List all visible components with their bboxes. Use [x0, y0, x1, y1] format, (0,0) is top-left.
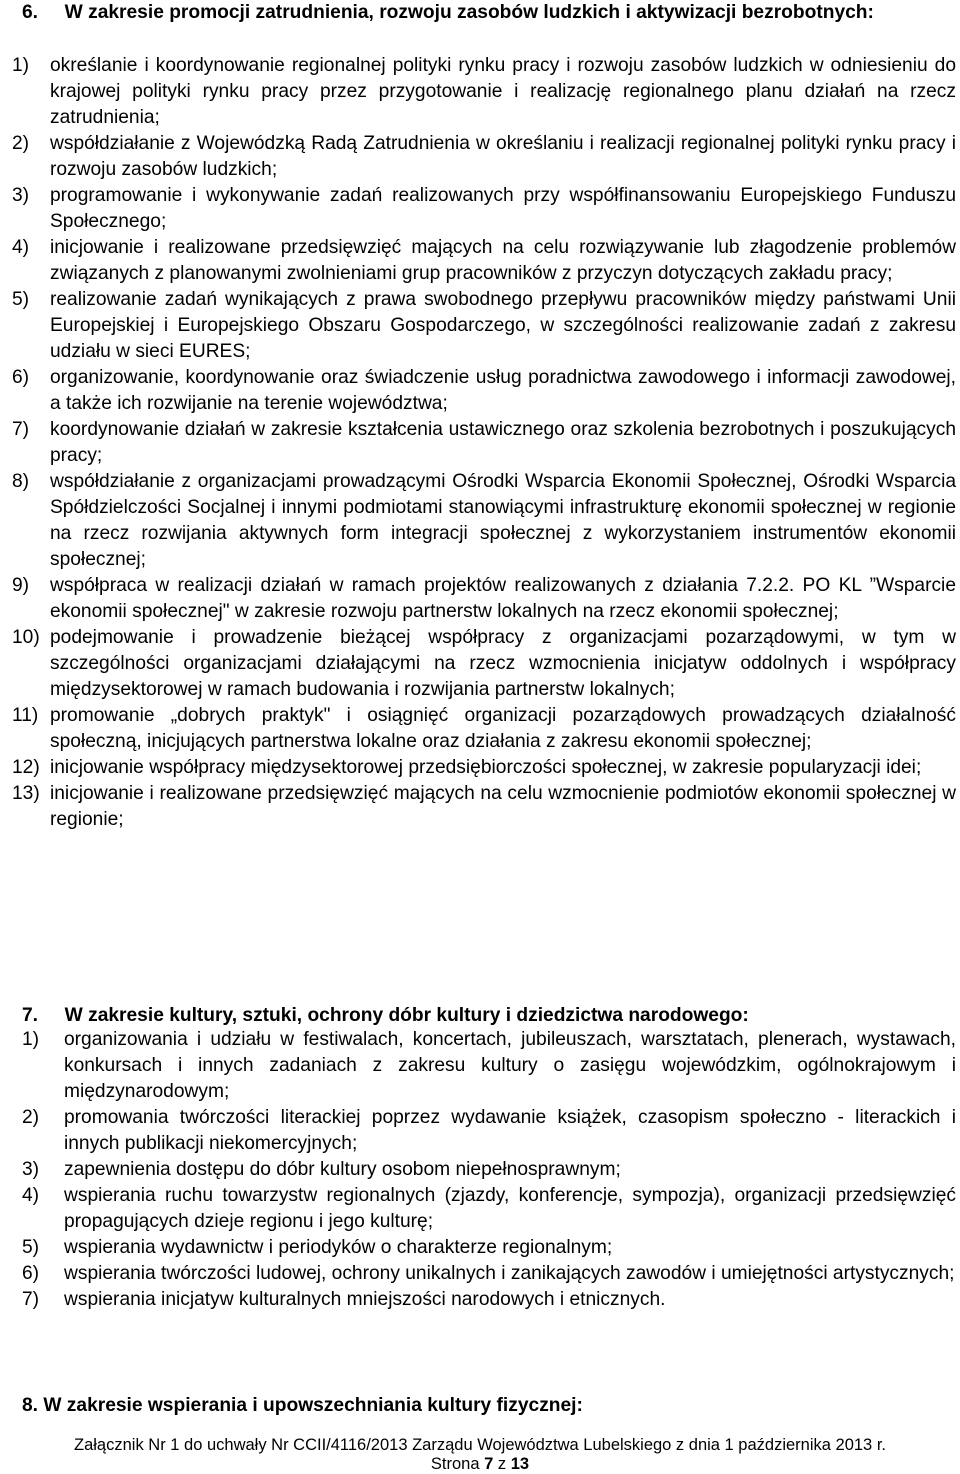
list-item: [22, 1261, 956, 1287]
item-number: 11): [12, 705, 39, 726]
item-text: koordynowanie działań w zakresie kształcenia ustawicznego oraz szkolenia bezrobotnych i poszukujących pracy;: [50, 419, 956, 466]
item-number: 2): [22, 1107, 40, 1128]
list-item: [22, 1235, 956, 1261]
item-text: wspierania twórczości ludowej, ochrony unikalnych i zanikających zawodów i umiejętności artystycznych;: [64, 1263, 955, 1284]
list-item: [22, 1183, 956, 1235]
item-text: współpraca w realizacji działań w ramach projektów realizowanych z działania 7.2.2. PO KL ”Wsparcie ekonomii społecznej" w zakresie rozwoju partnerstw lokalnych na rzecz ekonomii społecznej;: [50, 575, 956, 622]
page-number: [0, 1455, 960, 1474]
list-item: [22, 1157, 956, 1183]
list-item: [12, 417, 956, 469]
item-number: 1): [12, 55, 30, 76]
item-number: 6): [12, 367, 30, 388]
item-number: 5): [22, 1237, 40, 1258]
list-item: [12, 781, 956, 833]
page-footer: [0, 1436, 960, 1474]
item-number: 5): [12, 289, 30, 310]
list-item: [22, 1105, 956, 1157]
item-text: współdziałanie z organizacjami prowadzącymi Ośrodki Wsparcia Ekonomii Społecznej, Ośrodki Wsparcia Spółdzielczości Socjalnej i innymi podmiotami stanowiącymi infrastrukturę ekonomii społecznej w regionie na rzecz rozwijania aktywnych form integracji społecznej z wykorzystaniem instrumentów ekonomii społecznej;: [50, 471, 956, 570]
list-item: [12, 53, 956, 131]
list-item: [12, 625, 956, 703]
section-6-number: 6.: [22, 2, 39, 23]
item-number: 1): [22, 1029, 40, 1050]
page-total: 13: [510, 1455, 530, 1473]
section-6-list: [12, 53, 956, 833]
item-number: 4): [12, 237, 30, 258]
section-7-list: [22, 1027, 956, 1313]
item-number: 6): [22, 1263, 40, 1284]
item-number: 8): [12, 471, 30, 492]
item-text: promowanie „dobrych praktyk" i osiągnięć organizacji pozarządowych prowadzących działalność społeczną, inicjujących partnerstwa lokalne oraz działania z zakresu ekonomii społecznej;: [50, 705, 956, 752]
list-item: [12, 235, 956, 287]
list-item: [22, 1027, 956, 1105]
item-number: 12): [12, 757, 40, 778]
item-text: organizowanie, koordynowanie oraz świadczenie usług poradnictwa zawodowego i informacji zawodowej, a także ich rozwijanie na terenie województwa;: [50, 367, 956, 414]
section-7-number: 7.: [22, 1005, 39, 1026]
item-text: wspierania inicjatyw kulturalnych mniejszości narodowych i etnicznych.: [64, 1289, 666, 1310]
item-text: organizowania i udziału w festiwalach, koncertach, jubileuszach, warsztatach, plenerach, wystawach, konkursach i innych zadaniach z zakresu kultury o zasięgu wojewódzkim, ogólnokrajowym i międzynarodowym;: [64, 1029, 956, 1102]
list-item: [12, 469, 956, 573]
item-number: 13): [12, 783, 40, 804]
item-text: wspierania wydawnictw i periodyków o charakterze regionalnym;: [64, 1237, 613, 1258]
item-number: 7): [12, 419, 30, 440]
item-number: 10): [12, 627, 40, 648]
item-number: 3): [12, 185, 30, 206]
section-6-title: W zakresie promocji zatrudnienia, rozwoju zasobów ludzkich i aktywizacji bezrobotnych:: [64, 2, 874, 23]
item-text: określanie i koordynowanie regionalnej polityki rynku pracy i rozwoju zasobów ludzkich w odniesieniu do krajowej polityki rynku pracy przez przygotowanie i realizację regionalnego planu działań na rzecz zatrudnienia;: [50, 55, 956, 128]
item-text: promowania twórczości literackiej poprzez wydawanie książek, czasopism społeczno - literackich i innych publikacji niekomercyjnych;: [64, 1107, 956, 1154]
section-8-heading: [22, 1393, 956, 1419]
list-item: [12, 573, 956, 625]
list-item: [12, 183, 956, 235]
page-prefix: Strona: [430, 1455, 480, 1473]
item-text: inicjowanie i realizowane przedsięwzięć mających na celu wzmocnienie podmiotów ekonomii społecznej w regionie;: [50, 783, 956, 830]
item-text: podejmowanie i prowadzenie bieżącej współpracy z organizacjami pozarządowymi, w tym w szczególności organizacjami działającymi na rzecz wzmocnienia inicjatyw oddolnych i współpracy międzysektorowej w ramach budowania i rozwijania partnerstw lokalnych;: [50, 627, 956, 700]
page-current: 7: [484, 1455, 494, 1473]
item-text: wspierania ruchu towarzystw regionalnych (zjazdy, konferencje, sympozja), organizacji przedsięwzięć propagujących dzieje regionu i jego kulturę;: [64, 1185, 956, 1232]
item-text: realizowanie zadań wynikających z prawa swobodnego przepływu pracowników między państwami Unii Europejskiej i Europejskiego Obszaru Gospodarczego, w szczególności realizowanie zadań z zakresu udziału w sieci EURES;: [50, 289, 956, 362]
item-text: inicjowanie współpracy międzysektorowej przedsiębiorczości społecznej, w zakresie popularyzacji idei;: [50, 757, 922, 778]
list-item: [12, 703, 956, 755]
item-number: 7): [22, 1289, 40, 1310]
item-number: 9): [12, 575, 30, 596]
list-item: [12, 131, 956, 183]
list-item: [12, 755, 956, 781]
list-item: [22, 1287, 956, 1313]
section-7-title: W zakresie kultury, sztuki, ochrony dóbr kultury i dziedzictwa narodowego:: [64, 1005, 749, 1026]
section-6-heading: [22, 0, 956, 26]
list-item: [12, 365, 956, 417]
item-text: zapewnienia dostępu do dóbr kultury osobom niepełnosprawnym;: [64, 1159, 621, 1180]
item-text: inicjowanie i realizowane przedsięwzięć mających na celu rozwiązywanie lub złagodzenie problemów związanych z planowanymi zwolnieniami grup pracowników z przyczyn dotyczących zakładu pracy;: [50, 237, 956, 284]
page-sep: z: [497, 1455, 507, 1473]
item-number: 3): [22, 1159, 40, 1180]
section-8-number: 8.: [22, 1395, 39, 1416]
section-8-title: W zakresie wspierania i upowszechniania kultury fizycznej:: [43, 1395, 583, 1416]
section-7-heading: [22, 1003, 956, 1029]
item-text: współdziałanie z Wojewódzką Radą Zatrudnienia w określaniu i realizacji regionalnej polityki rynku pracy i rozwoju zasobów ludzkich;: [50, 133, 956, 180]
list-item: [12, 287, 956, 365]
item-number: 2): [12, 133, 30, 154]
item-text: programowanie i wykonywanie zadań realizowanych przy współfinansowaniu Europejskiego Funduszu Społecznego;: [50, 185, 956, 232]
footer-reference: Załącznik Nr 1 do uchwały Nr CCII/4116/2013 Zarządu Województwa Lubelskiego z dnia 1 października 2013 r.: [74, 1436, 886, 1454]
item-number: 4): [22, 1185, 40, 1206]
